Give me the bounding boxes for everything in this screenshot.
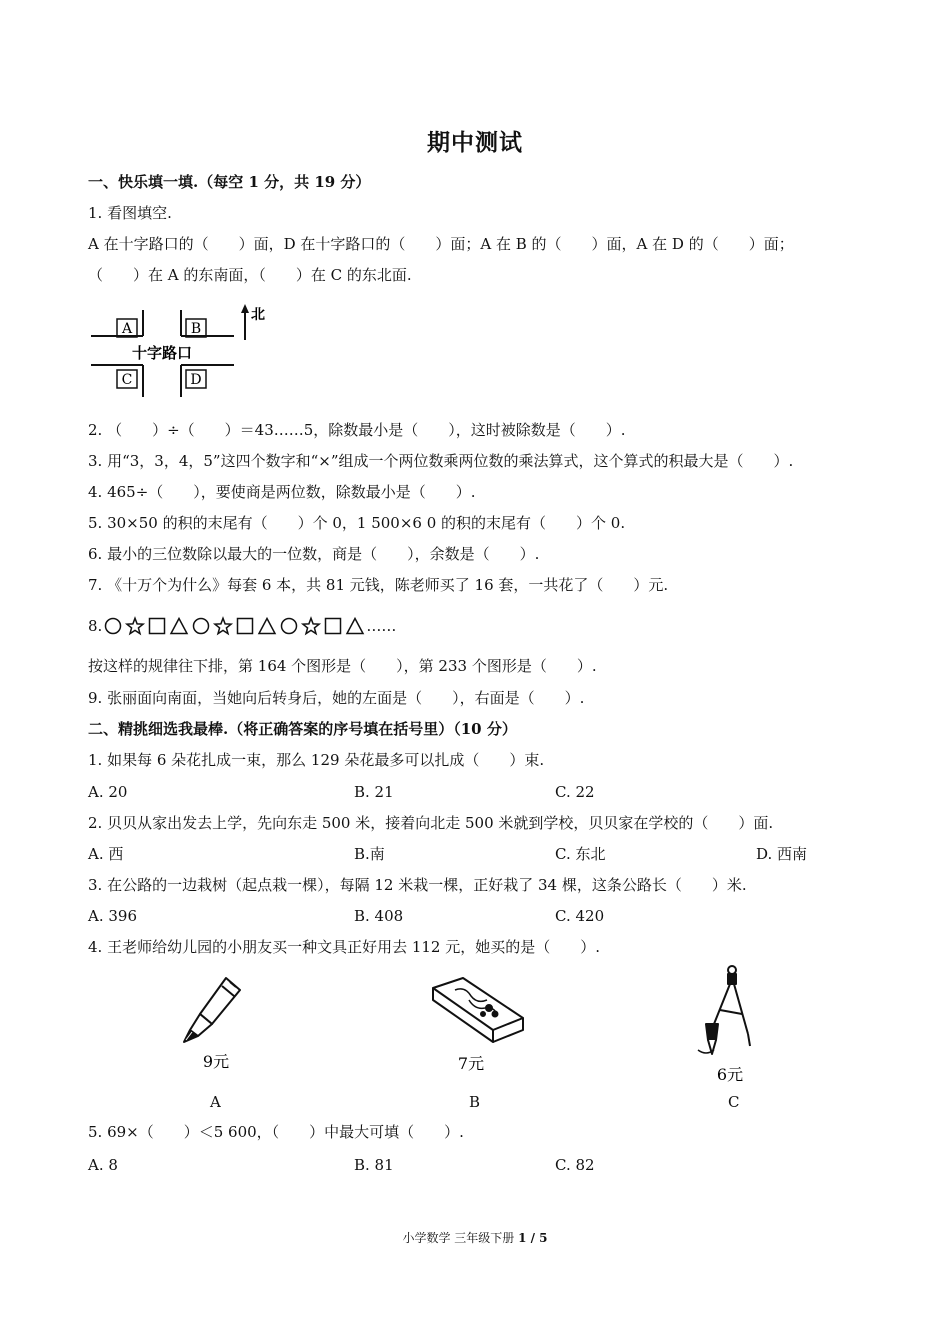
- circle-shape-icon: [191, 616, 211, 636]
- s2-q1: 1. 如果每 6 朵花扎成一束，那么 129 朵花最多可以扎成（ ）束.: [88, 751, 545, 769]
- circle-shape-icon: [279, 616, 299, 636]
- star-shape-icon: [301, 616, 321, 636]
- s1-q1-label: 1. 看图填空.: [88, 204, 172, 222]
- item-a-letter: A: [210, 1093, 221, 1111]
- shape-sequence: [102, 616, 366, 636]
- s1-q9: 9. 张丽面向南面，当她向后转身后，她的左面是（ ），右面是（ ）.: [88, 689, 585, 707]
- s2-q3-option-b: B. 408: [354, 907, 404, 925]
- section2-heading: 二、精挑细选我最棒.（将正确答案的序号填在括号里）（10 分）: [88, 720, 517, 738]
- item-b-letter: B: [469, 1093, 481, 1111]
- crossroad-map: [88, 300, 278, 405]
- s1-q6: 6. 最小的三位数除以最大的一位数，商是（ ），余数是（ ）.: [88, 545, 540, 563]
- item-a-price: 9元: [202, 1052, 230, 1071]
- page-title: 期中测试: [427, 129, 523, 156]
- triangle-shape-icon: [169, 616, 189, 636]
- map-box-b-label: B: [190, 321, 202, 337]
- s2-q2-option-b: B.南: [354, 845, 385, 863]
- square-shape-icon: [235, 616, 255, 636]
- s1-q8-label: 8.: [88, 617, 103, 635]
- star-shape-icon: [125, 616, 145, 636]
- item-c-price: 6元: [716, 1065, 744, 1084]
- s2-q2-option-d: D. 西南: [756, 845, 808, 863]
- s2-q3: 3. 在公路的一边栽树（起点栽一棵），每隔 12 米栽一棵，正好栽了 34 棵，这条公路长（ ）米.: [88, 876, 747, 894]
- compass-icon: [688, 962, 768, 1087]
- s2-q4: 4. 王老师给幼儿园的小朋友买一种文具正好用去 112 元，她买的是（ ）.: [88, 938, 601, 956]
- item-b-price: 7元: [457, 1054, 485, 1073]
- page-footer: [0, 1229, 950, 1246]
- s1-q8-ellipsis: ……: [366, 617, 397, 635]
- s1-q1-line2: （ ）在 A 的东南面，（ ）在 C 的东北面.: [88, 266, 412, 284]
- s2-q2-option-a: A. 西: [88, 845, 124, 863]
- s2-q5-option-b: B. 81: [354, 1156, 394, 1174]
- square-shape-icon: [323, 616, 343, 636]
- s1-q8-shape-sequence: [88, 615, 396, 637]
- map-north-label: 北: [251, 307, 265, 323]
- s2-q2: 2. 贝贝从家出发去上学，先向东走 500 米，接着向北走 500 米就到学校，贝贝家在学校的（ ）面.: [88, 814, 774, 832]
- map-box-d-label: D: [190, 372, 202, 388]
- s2-q1-option-a: A. 20: [88, 783, 128, 801]
- s1-q5: 5. 30×50 的积的末尾有（ ）个 0，1 500×6 0 的积的末尾有（ ）个 0.: [88, 514, 626, 532]
- map-box-c-label: C: [121, 372, 133, 388]
- footer-subject: 小学数学 三年级下册: [402, 1231, 519, 1245]
- s2-q5: 5. 69×（ ）＜5 600，（ ）中最大可填（ ）.: [88, 1123, 464, 1141]
- map-crossroad-label: 十字路口: [131, 344, 193, 362]
- s2-q1-option-c: C. 22: [555, 783, 595, 801]
- triangle-shape-icon: [345, 616, 365, 636]
- section1-heading: 一、快乐填一填.（每空 1 分，共 19 分）: [88, 173, 371, 191]
- s1-q8-line2: 按这样的规律往下排，第 164 个图形是（ ），第 233 个图形是（ ）.: [88, 657, 597, 675]
- map-box-a-label: A: [121, 321, 133, 337]
- s2-q2-option-c: C. 东北: [555, 845, 606, 863]
- s1-q7: 7. 《十万个为什么》每套 6 本，共 81 元钱，陈老师买了 16 套，一共花了（ ）元.: [88, 576, 669, 594]
- star-shape-icon: [213, 616, 233, 636]
- s2-q3-option-c: C. 420: [555, 907, 605, 925]
- s2-q1-option-b: B. 21: [354, 783, 394, 801]
- s2-q5-option-c: C. 82: [555, 1156, 595, 1174]
- pen-icon: [178, 972, 258, 1072]
- s1-q2: 2. （ ）÷（ ）＝43……5，除数最小是（ ），这时被除数是（ ）.: [88, 421, 626, 439]
- square-shape-icon: [147, 616, 167, 636]
- s1-q3: 3. 用“3，3，4，5”这四个数字和“×”组成一个两位数乘两位数的乘法算式，这个算式的积最大是（ ）.: [88, 452, 794, 470]
- circle-shape-icon: [103, 616, 123, 636]
- triangle-shape-icon: [257, 616, 277, 636]
- item-c-letter: C: [728, 1093, 740, 1111]
- pencil-box-icon: [425, 970, 535, 1075]
- s1-q4: 4. 465÷（ ），要使商是两位数，除数最小是（ ）.: [88, 483, 476, 501]
- s2-q5-option-a: A. 8: [88, 1156, 118, 1174]
- s1-q1-line1: A 在十字路口的（ ）面，D 在十字路口的（ ）面；A 在 B 的（ ）面，A 在 D 的（ ）面；: [88, 235, 794, 253]
- s2-q3-option-a: A. 396: [88, 907, 137, 925]
- footer-page-number: 1 / 5: [518, 1231, 548, 1245]
